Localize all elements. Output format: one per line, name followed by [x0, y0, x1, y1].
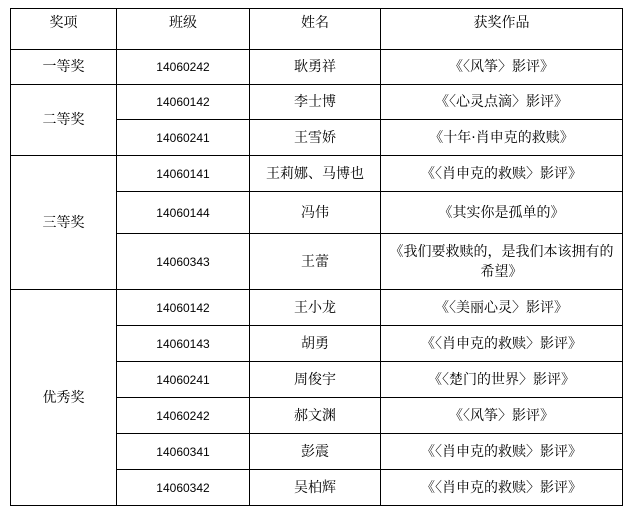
work-cell: 《〈肖申克的救赎〉影评》	[381, 470, 623, 506]
work-cell: 《其实你是孤单的》	[381, 192, 623, 234]
work-cell: 《〈心灵点滴〉影评》	[381, 85, 623, 120]
class-id-cell: 14060144	[117, 192, 250, 234]
work-cell: 《〈楚门的世界〉影评》	[381, 362, 623, 398]
name-cell: 吴柏辉	[250, 470, 381, 506]
award-cell-third-prize: 三等奖	[11, 156, 117, 290]
work-cell: 《〈肖申克的救赎〉影评》	[381, 326, 623, 362]
work-cell: 《〈风筝〉影评》	[381, 50, 623, 85]
name-cell: 郝文渊	[250, 398, 381, 434]
work-cell: 《〈肖申克的救赎〉影评》	[381, 434, 623, 470]
header-class-id: 班级	[117, 9, 250, 50]
table-row	[11, 50, 623, 85]
work-cell: 《〈美丽心灵〉影评》	[381, 290, 623, 326]
name-cell: 周俊宇	[250, 362, 381, 398]
award-cell-second-prize: 二等奖	[11, 85, 117, 156]
header-award: 奖项	[11, 9, 117, 50]
name-cell: 王小龙	[250, 290, 381, 326]
class-id-cell: 14060241	[117, 120, 250, 156]
table-row	[11, 290, 623, 326]
work-cell: 《〈肖申克的救赎〉影评》	[381, 156, 623, 192]
award-cell-excellence-prize: 优秀奖	[11, 290, 117, 506]
class-id-cell: 14060343	[117, 234, 250, 290]
class-id-cell: 14060242	[117, 398, 250, 434]
class-id-cell: 14060242	[117, 50, 250, 85]
name-cell: 冯伟	[250, 192, 381, 234]
class-id-cell: 14060143	[117, 326, 250, 362]
award-cell-first-prize: 一等奖	[11, 50, 117, 85]
class-id-cell: 14060241	[117, 362, 250, 398]
class-id-cell: 14060141	[117, 156, 250, 192]
header-work: 获奖作品	[381, 9, 623, 50]
name-cell: 王蕾	[250, 234, 381, 290]
name-cell: 李士博	[250, 85, 381, 120]
class-id-cell: 14060142	[117, 290, 250, 326]
name-cell: 胡勇	[250, 326, 381, 362]
class-id-cell: 14060342	[117, 470, 250, 506]
name-cell: 耿勇祥	[250, 50, 381, 85]
name-cell: 彭震	[250, 434, 381, 470]
work-cell: 《〈风筝〉影评》	[381, 398, 623, 434]
work-cell: 《我们要救赎的，是我们本该拥有的希望》	[381, 234, 623, 290]
class-id-cell: 14060341	[117, 434, 250, 470]
name-cell: 王雪娇	[250, 120, 381, 156]
header-row	[11, 9, 623, 50]
awards-table	[10, 8, 623, 506]
header-name: 姓名	[250, 9, 381, 50]
class-id-cell: 14060142	[117, 85, 250, 120]
table-row	[11, 85, 623, 120]
table-row	[11, 156, 623, 192]
name-cell: 王莉娜、马博也	[250, 156, 381, 192]
work-cell: 《十年·肖申克的救赎》	[381, 120, 623, 156]
